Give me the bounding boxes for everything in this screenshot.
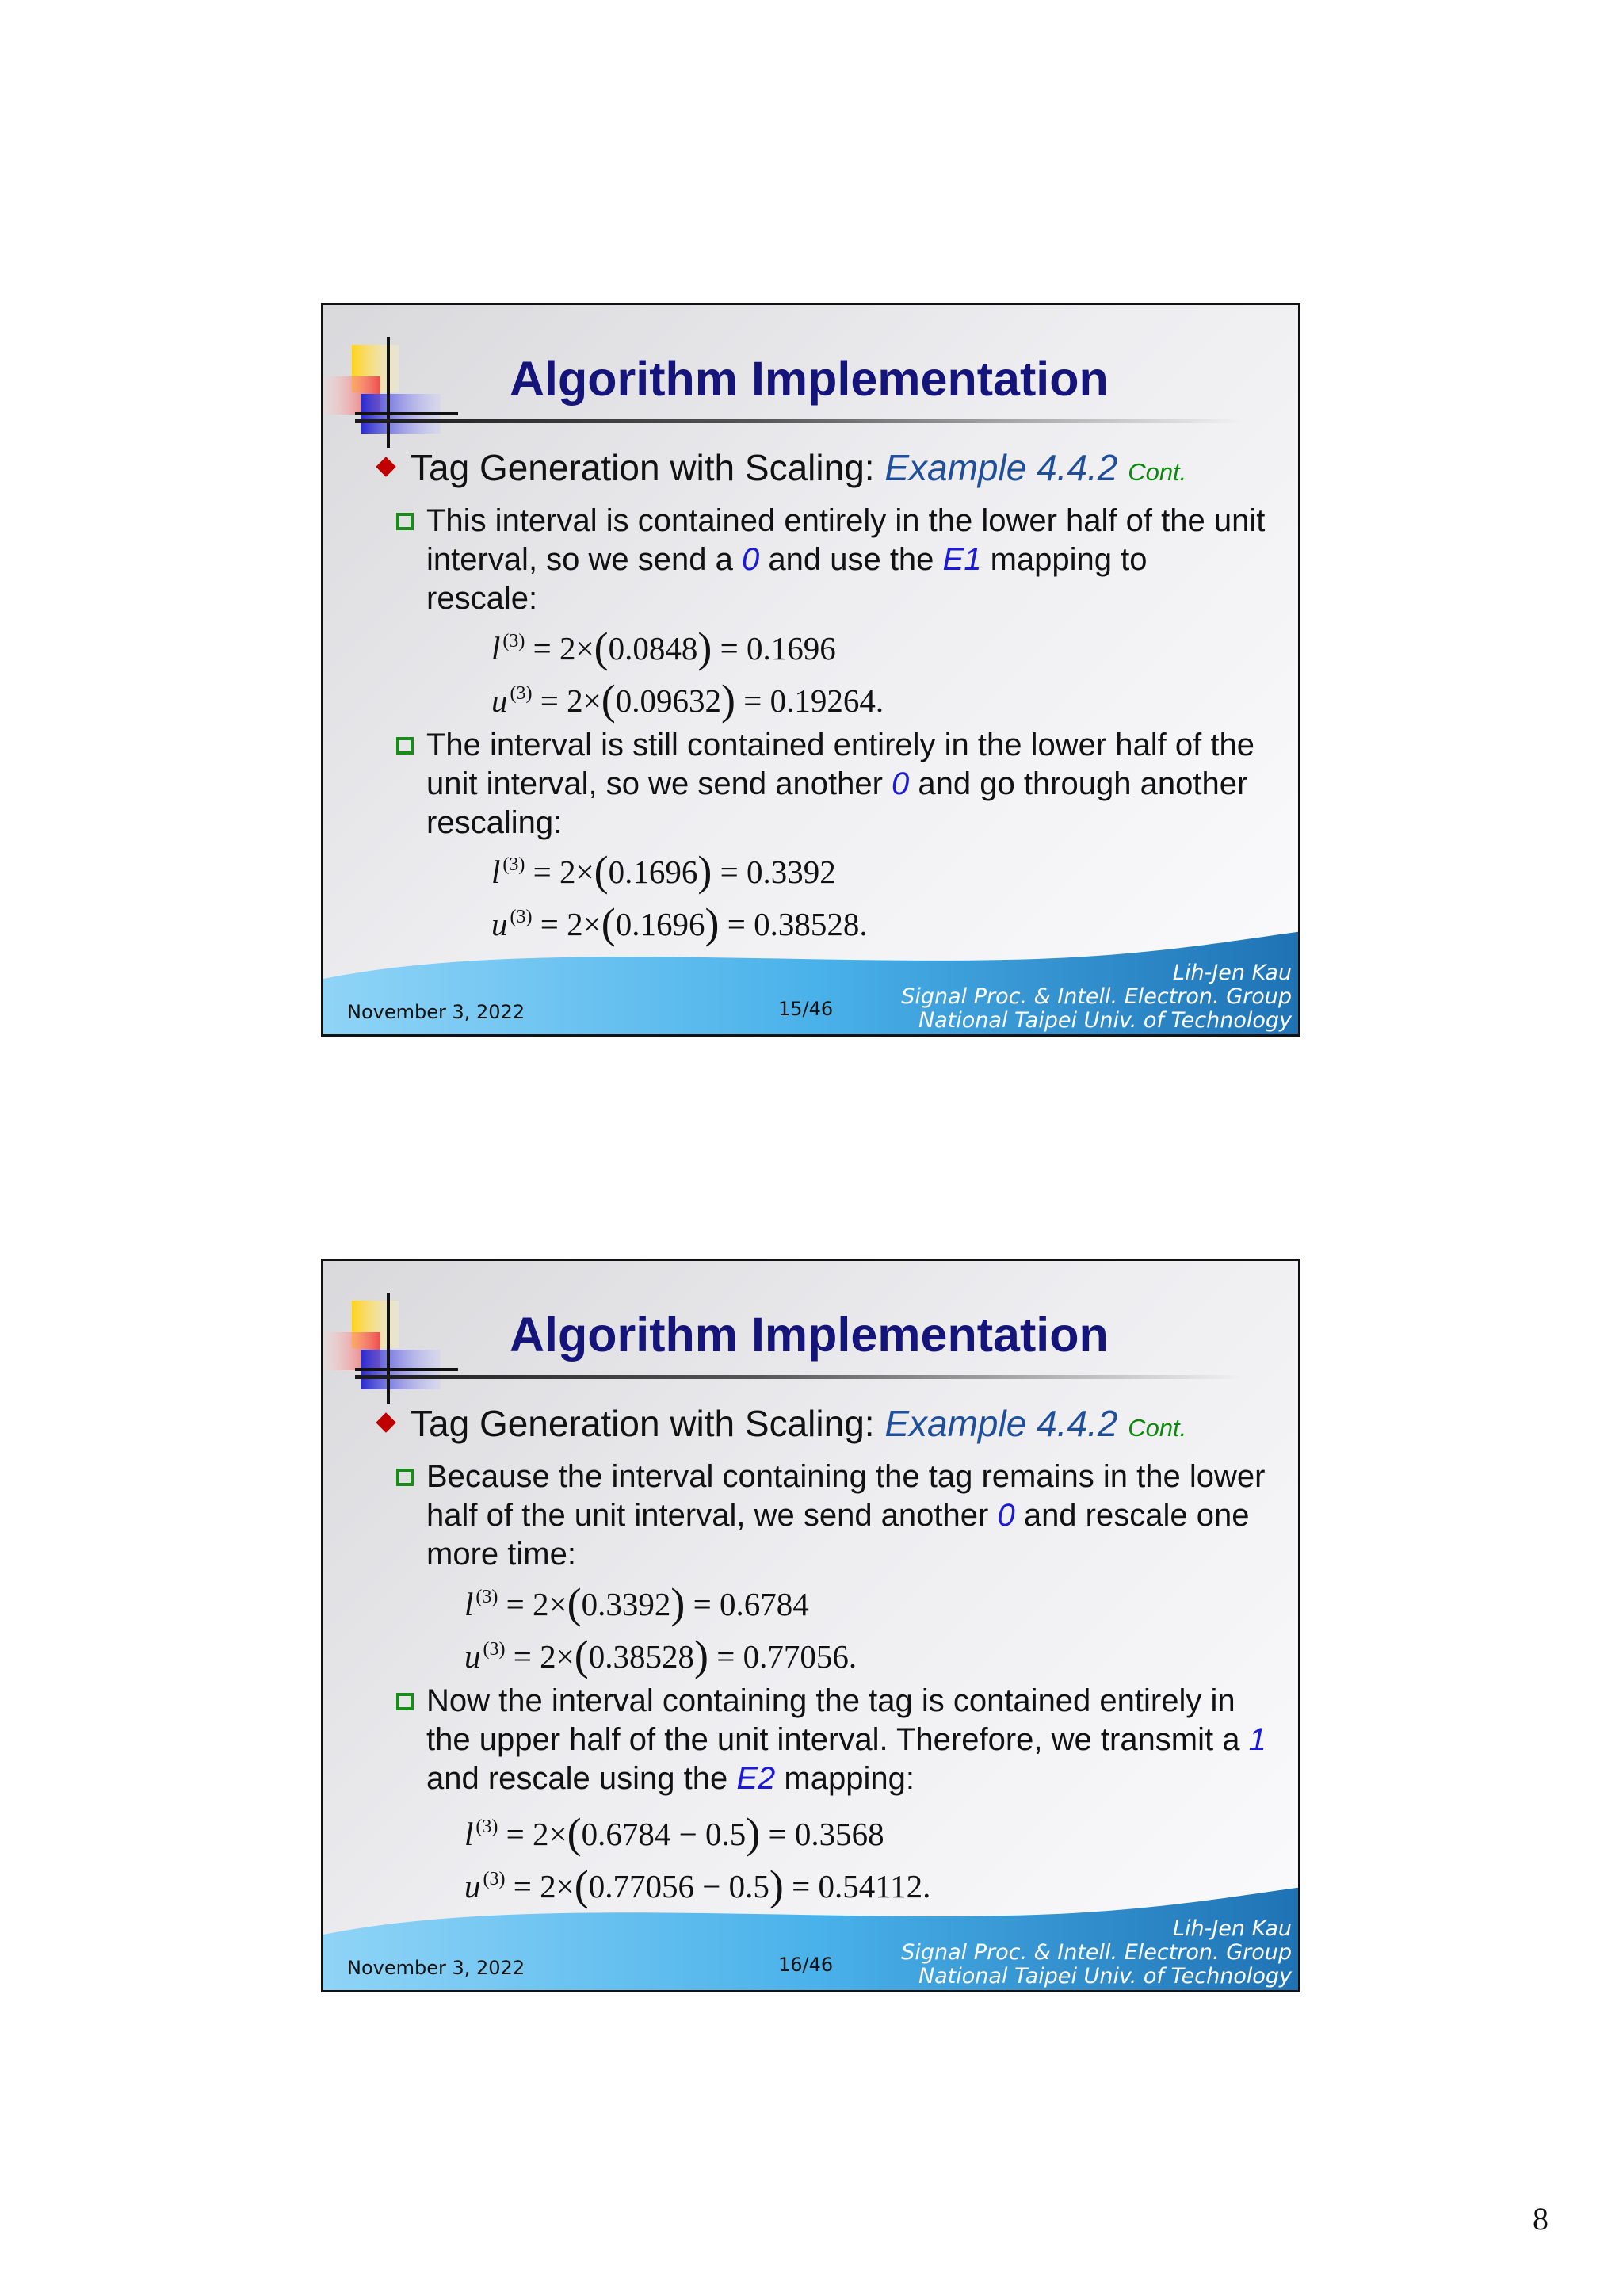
- bit-highlight: 0: [892, 766, 910, 801]
- mapping-highlight: E1: [942, 542, 982, 577]
- equation-u: u $^{(3)}$ = 2×(0.38528) = 0.77056.: [464, 1632, 857, 1679]
- equation-u: u $^{(3)}$ = 2×(0.1696) = 0.38528.: [491, 900, 868, 947]
- footer-author: Lih-Jen Kau Signal Proc. & Intell. Electron. Group National Taipei Univ. of Technology: [901, 961, 1292, 1033]
- diamond-bullet-icon: [376, 1412, 395, 1432]
- title-divider: [355, 419, 1243, 423]
- sub-bullet-2: The interval is still contained entirely in the lower half of the unit interval, so we send another 0 and go through another rescaling:: [426, 726, 1266, 842]
- square-bullet-icon: [396, 737, 414, 755]
- equation-u: u $^{(3)}$ = 2×(0.77056 − 0.5) = 0.54112.: [464, 1862, 931, 1909]
- bullet-text: Tag Generation with Scaling:: [411, 1403, 885, 1444]
- document-page-number: 8: [1533, 2201, 1549, 2237]
- bullet-heading: [379, 1402, 1186, 1445]
- square-bullet-icon: [396, 513, 414, 530]
- sub-bullet-1: Because the interval containing the tag remains in the lower half of the unit interval, we send another 0 and rescale one more time:: [426, 1457, 1266, 1574]
- mapping-highlight: E2: [736, 1761, 776, 1796]
- footer-date: November 3, 2022: [347, 1957, 525, 1979]
- footer-page: 16/46: [778, 1954, 834, 1976]
- cont-label: Cont.: [1128, 1414, 1187, 1442]
- diamond-bullet-icon: [376, 457, 395, 476]
- equation-l: l $^{(3)}$ = 2×(0.1696) = 0.3392: [491, 847, 836, 895]
- bullet-text: Tag Generation with Scaling:: [411, 447, 885, 488]
- slide-15: [321, 303, 1300, 1037]
- example-label: Example 4.4.2: [884, 447, 1118, 488]
- square-bullet-icon: [396, 1469, 414, 1486]
- footer-date: November 3, 2022: [347, 1001, 525, 1023]
- square-bullet-icon: [396, 1693, 414, 1710]
- equation-l: l $^{(3)}$ = 2×(0.0848) = 0.1696: [491, 624, 836, 671]
- footer-page: 15/46: [778, 998, 834, 1020]
- bit-highlight: 0: [997, 1498, 1015, 1533]
- sub-bullet-1: This interval is contained entirely in the lower half of the unit interval, so we send a 0 and use the E1 mapping to rescale:: [426, 502, 1266, 618]
- title-divider: [355, 1375, 1243, 1379]
- bullet-heading: [379, 446, 1186, 489]
- slide-logo-icon: [323, 337, 458, 448]
- footer-author: Lih-Jen Kau Signal Proc. & Intell. Electron. Group National Taipei Univ. of Technology: [901, 1916, 1292, 1988]
- bit-highlight: 1: [1248, 1722, 1266, 1757]
- slide-logo-icon: [323, 1293, 458, 1404]
- equation-u: u $^{(3)}$ = 2×(0.09632) = 0.19264.: [491, 676, 884, 724]
- slide-16: [321, 1259, 1300, 1992]
- slide-title: Algorithm Implementation: [510, 1308, 1109, 1362]
- example-label: Example 4.4.2: [884, 1403, 1118, 1444]
- equation-l: l $^{(3)}$ = 2×(0.6784 − 0.5) = 0.3568: [464, 1809, 884, 1857]
- equation-l: l $^{(3)}$ = 2×(0.3392) = 0.6784: [464, 1580, 809, 1627]
- cont-label: Cont.: [1128, 458, 1187, 486]
- slide-title: Algorithm Implementation: [510, 352, 1109, 406]
- sub-bullet-2: Now the interval containing the tag is contained entirely in the upper half of the unit interval. Therefore, we transmit a 1 and rescale using the E2 mapping:: [426, 1682, 1266, 1798]
- bit-highlight: 0: [742, 542, 760, 577]
